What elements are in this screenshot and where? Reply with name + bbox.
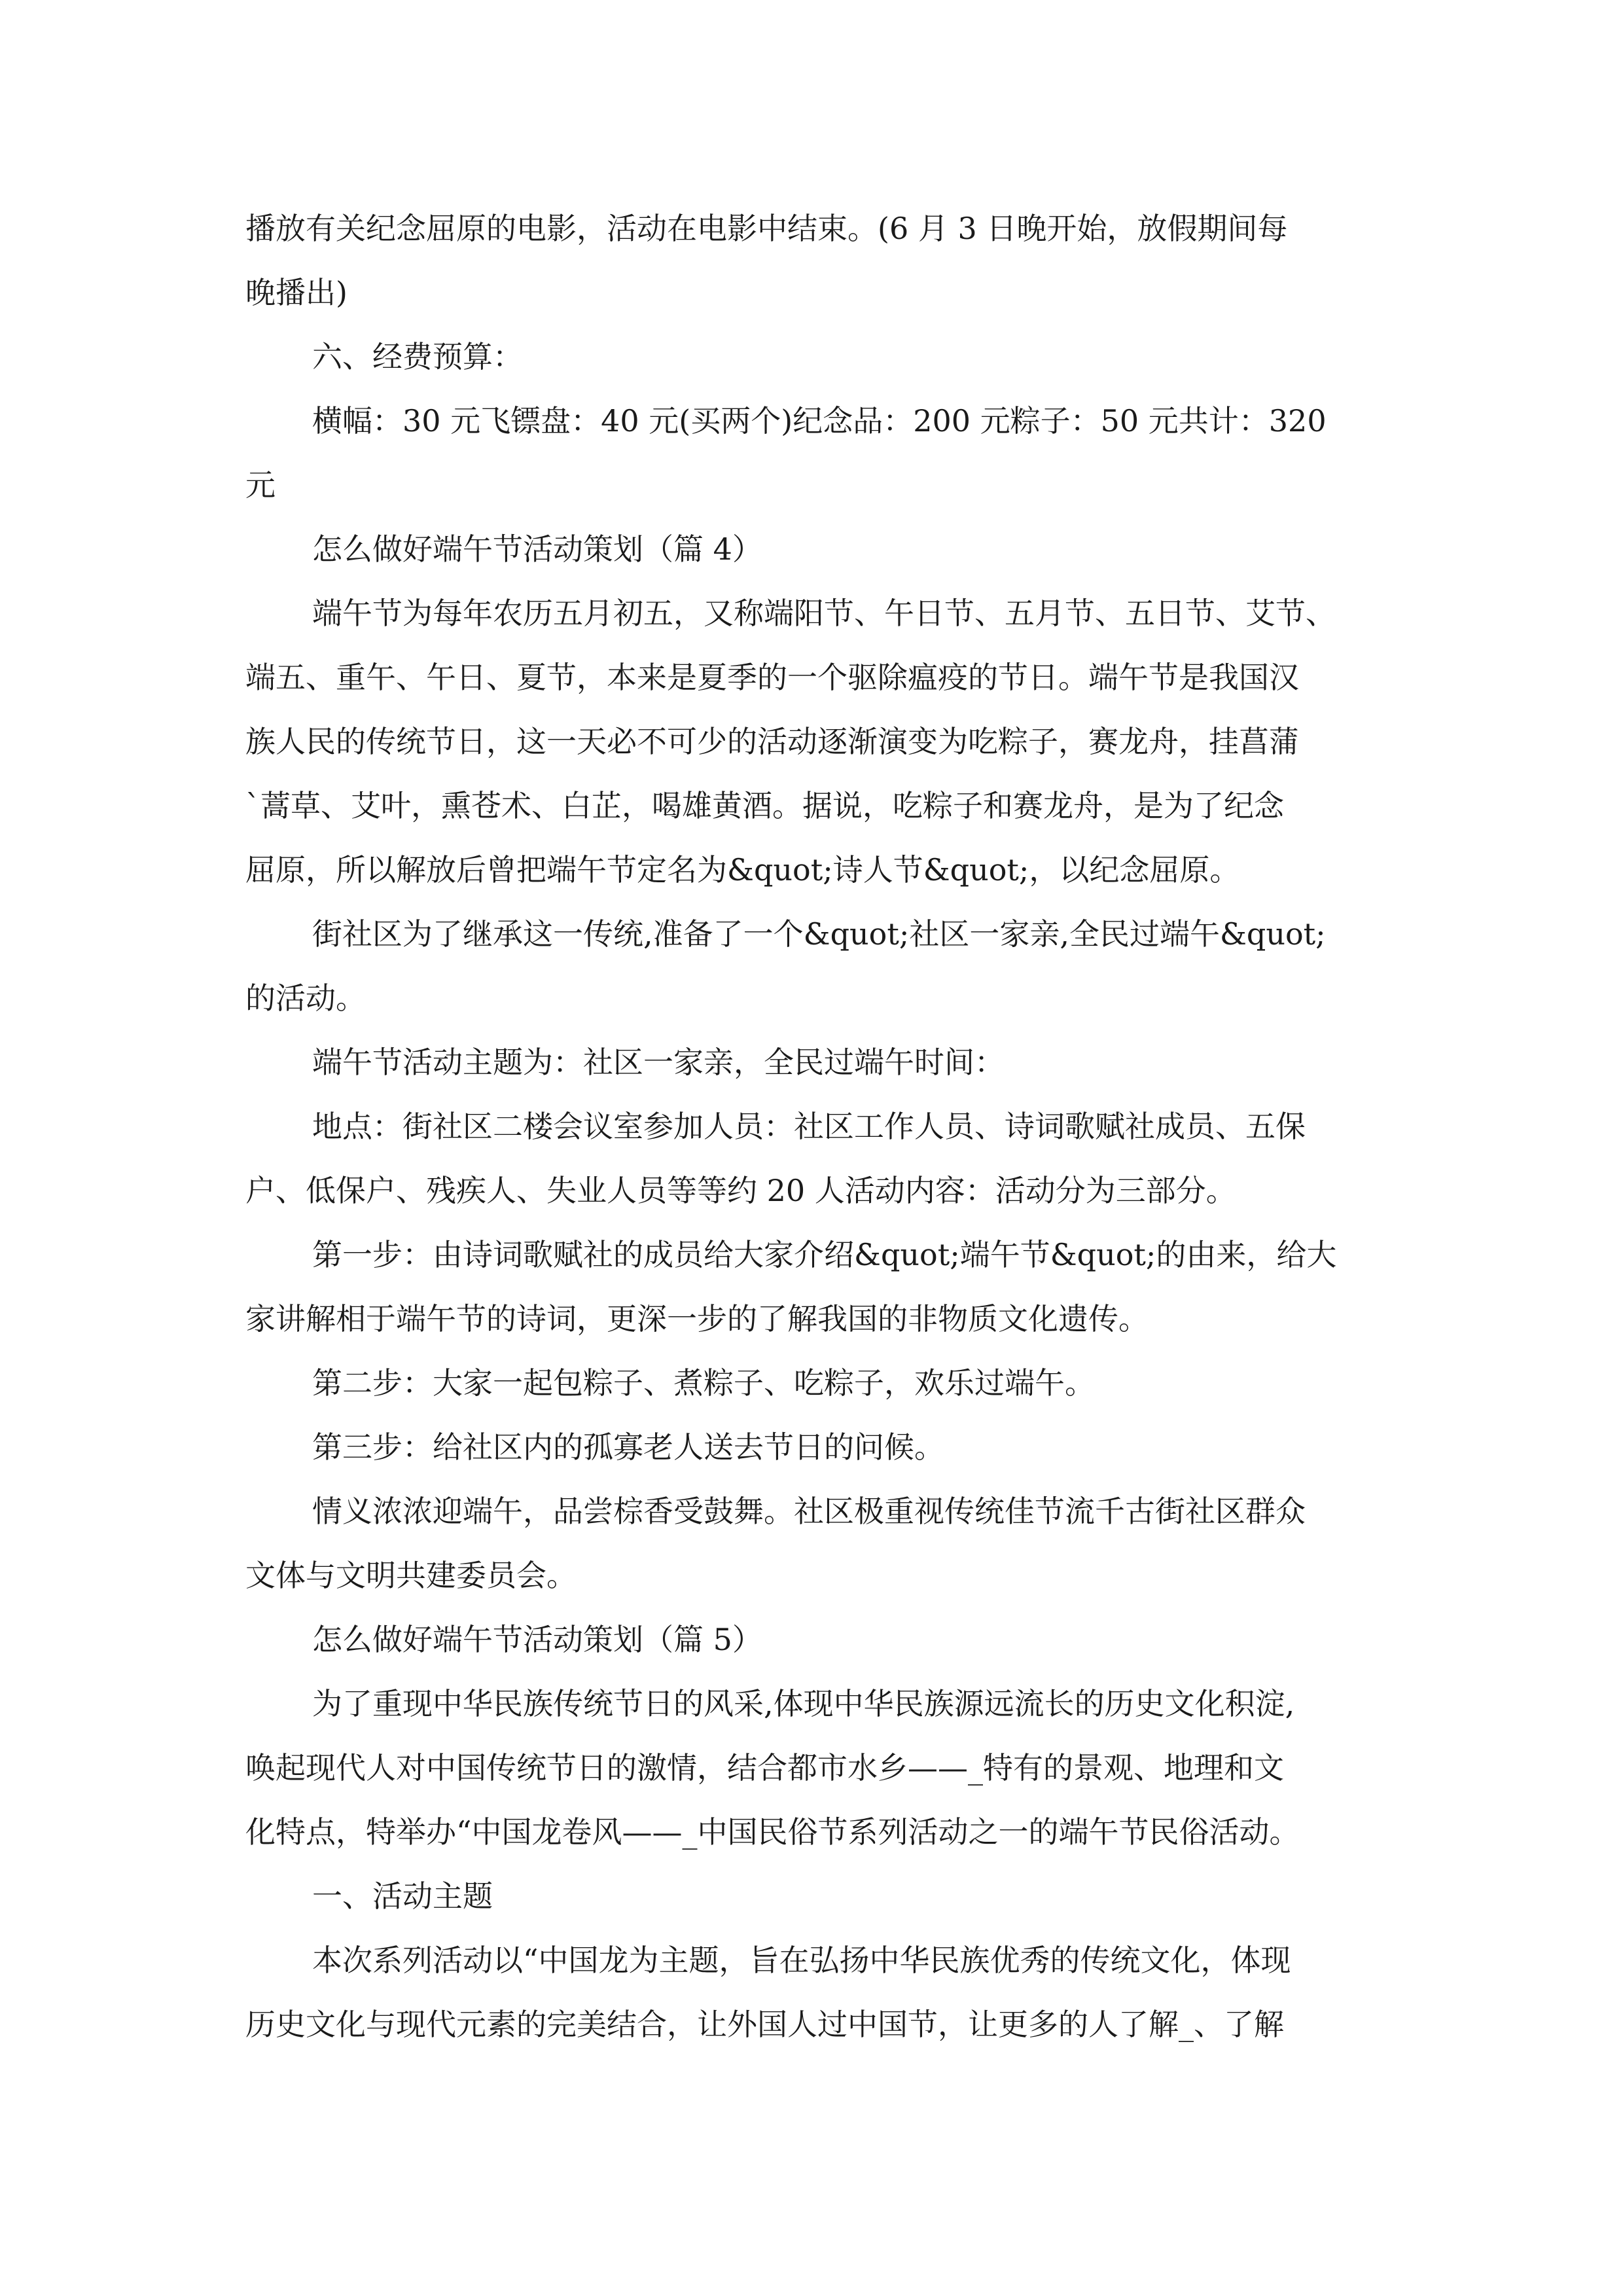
text-line: 地点：街社区二楼会议室参加人员：社区工作人员、诗词歌赋社成员、五保 bbox=[312, 1109, 1306, 1144]
text-line: 端午节活动主题为：社区一家亲，全民过端午时间： bbox=[312, 1045, 1005, 1080]
text-line: 情义浓浓迎端午，品尝棕香受鼓舞。社区极重视传统佳节流千古街社区群众 bbox=[312, 1494, 1306, 1529]
text-line: 第三步：给社区内的孤寡老人送去节日的问候。 bbox=[312, 1429, 944, 1465]
section-heading: 一、活动主题 bbox=[312, 1878, 493, 1914]
text-line: 户、低保户、残疾人、失业人员等等约 20 人活动内容：活动分为三部分。 bbox=[245, 1173, 1236, 1208]
text-line: 历史文化与现代元素的完美结合，让外国人过中国节，让更多的人了解_、了解 bbox=[245, 2007, 1284, 2042]
text-line: 化特点，特举办“中国龙卷风——_中国民俗节系列活动之一的端午节民俗活动。 bbox=[245, 1814, 1300, 1850]
text-line: 街社区为了继承这一传统,准备了一个&quot;社区一家亲,全民过端午&quot; bbox=[312, 916, 1326, 952]
text-line: 家讲解相于端午节的诗词，更深一步的了解我国的非物质文化遗传。 bbox=[245, 1301, 1149, 1336]
text-line: 横幅：30 元飞镖盘：40 元(买两个)纪念品：200 元粽子：50 元共计：320 bbox=[312, 403, 1327, 439]
text-line: `蒿草、艾叶，熏苍术、白芷，喝雄黄酒。据说，吃粽子和赛龙舟，是为了纪念 bbox=[245, 788, 1284, 823]
article-title: 怎么做好端午节活动策划（篇 5） bbox=[312, 1622, 762, 1657]
text-line: 晚播出) bbox=[245, 275, 348, 310]
text-line: 播放有关纪念屈原的电影，活动在电影中结束。(6 月 3 日晚开始，放假期间每 bbox=[245, 211, 1288, 246]
text-line: 元 bbox=[245, 467, 276, 503]
text-line: 本次系列活动以“中国龙为主题，旨在弘扬中华民族优秀的传统文化，体现 bbox=[312, 1943, 1291, 1978]
text-line: 文体与文明共建委员会。 bbox=[245, 1558, 577, 1593]
text-line: 族人民的传统节日，这一天必不可少的活动逐渐演变为吃粽子，赛龙舟，挂菖蒲 bbox=[245, 724, 1299, 759]
text-line: 屈原，所以解放后曾把端午节定名为&quot;诗人节&quot;，以纪念屈原。 bbox=[245, 852, 1240, 888]
text-line: 端五、重午、午日、夏节，本来是夏季的一个驱除瘟疫的节日。端午节是我国汉 bbox=[245, 660, 1299, 695]
section-heading: 六、经费预算： bbox=[312, 339, 523, 374]
text-line: 第二步：大家一起包粽子、煮粽子、吃粽子，欢乐过端午。 bbox=[312, 1365, 1095, 1401]
document-body bbox=[245, 196, 1397, 2056]
article-title: 怎么做好端午节活动策划（篇 4） bbox=[312, 531, 762, 567]
text-line: 唤起现代人对中国传统节日的激情，结合都市水乡——_特有的景观、地理和文 bbox=[245, 1750, 1284, 1785]
text-line: 第一步：由诗词歌赋社的成员给大家介绍&quot;端午节&quot;的由来，给大 bbox=[312, 1237, 1337, 1272]
text-line: 的活动。 bbox=[245, 980, 366, 1016]
text-line: 为了重现中华民族传统节日的风采,体现中华民族源远流长的历史文化积淀, bbox=[312, 1686, 1295, 1721]
text-line: 端午节为每年农历五月初五，又称端阳节、午日节、五月节、五日节、艾节、 bbox=[312, 596, 1336, 631]
